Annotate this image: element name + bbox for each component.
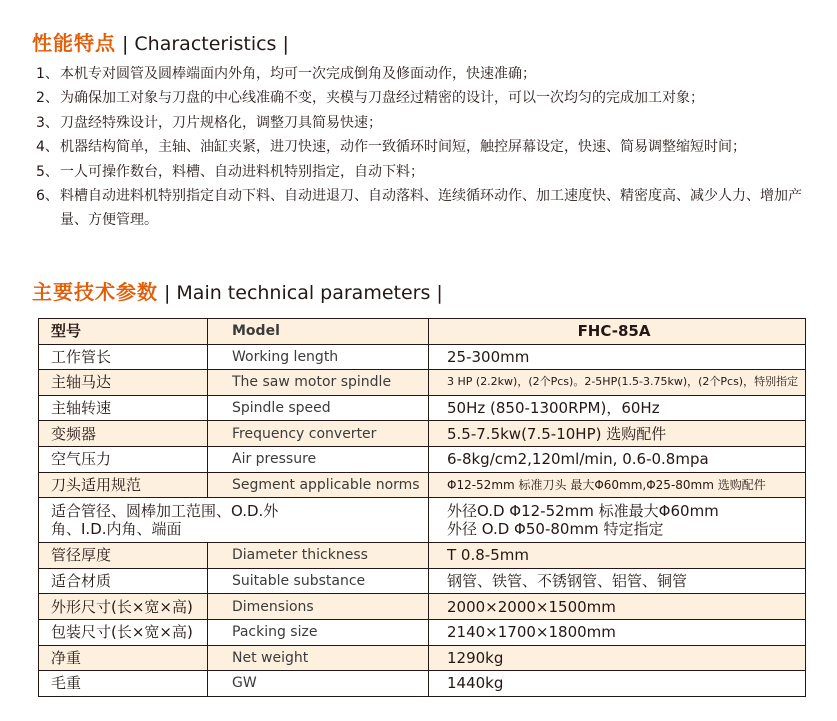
row-label-cn: 工作管长 [39, 344, 208, 370]
row-label-en: Segment applicable norms [208, 472, 429, 498]
table-row [39, 370, 806, 396]
row-value [429, 498, 806, 543]
row-label-cn: 空气压力 [39, 446, 208, 472]
row-value: 2000×2000×1500mm [429, 594, 806, 620]
row-label-cn: 主轴马达 [39, 370, 208, 396]
characteristics-title-cn: 性能特点 [32, 31, 116, 55]
title-separator: | [436, 282, 443, 304]
list-item-number: 6、 [36, 188, 59, 205]
row-value: 2140×1700×1800mm [429, 619, 806, 645]
header-cell-en: Model [208, 319, 429, 345]
characteristics-heading [32, 27, 295, 56]
table-row [39, 543, 806, 569]
list-item [36, 160, 816, 184]
row-value-line: 外径 O.D Φ50-80mm 特定指定 [447, 520, 664, 539]
title-separator: | [122, 33, 129, 55]
row-value: 5.5-7.5kw(7.5-10HP) 选购配件 [429, 421, 806, 447]
list-item-number: 3、 [36, 114, 59, 131]
list-item-number: 1、 [36, 66, 59, 82]
list-item-text: 刀盘经特殊设计，刀片规格化，调整刀具简易快速； [60, 114, 382, 131]
table-row [39, 594, 806, 620]
row-label-en: Frequency converter [208, 421, 429, 447]
row-label-en: Net weight [208, 645, 429, 671]
table-row [39, 498, 806, 543]
row-label-en: The saw motor spindle [208, 370, 429, 396]
table-row [39, 421, 806, 447]
title-separator: | [282, 33, 289, 55]
row-label-en: Spindle speed [208, 395, 429, 421]
row-value-line: 外径O.D Φ12-52mm 标准最大Φ60mm [447, 502, 719, 521]
list-item-text: 为确保加工对象与刀盘的中心线准确不变，夹模与刀盘经过精密的设计，可以一次均匀的完成加工对象； [60, 90, 704, 107]
row-label-cn: 毛重 [39, 671, 208, 697]
list-item-number: 2、 [36, 90, 59, 107]
table-row [39, 446, 806, 472]
characteristics-title-en: Characteristics [134, 33, 277, 55]
list-item-number: 4、 [36, 139, 59, 156]
list-item [36, 62, 816, 86]
list-item-number: 5、 [36, 163, 59, 180]
table-row [39, 645, 806, 671]
parameters-table [38, 318, 806, 697]
row-value: 1440kg [429, 671, 806, 697]
parameters-title-en: Main technical parameters [176, 282, 431, 304]
row-label-cn: 外形尺寸(长×宽×高) [39, 594, 208, 620]
row-label-cn: 适合材质 [39, 568, 208, 594]
list-item [36, 86, 816, 110]
row-value: 6-8kg/cm2,120ml/min, 0.6-0.8mpa [429, 446, 806, 472]
table-row [39, 344, 806, 370]
table-row [39, 472, 806, 498]
row-label-cn: 变频器 [39, 421, 208, 447]
table-row [39, 395, 806, 421]
feature-list [36, 62, 816, 233]
row-label-cn: 刀头适用规范 [39, 472, 208, 498]
row-label-cn: 主轴转速 [39, 395, 208, 421]
table-row [39, 671, 806, 697]
list-item-text: 一人可操作数台，料槽、自动进料机特别指定，自动下料； [60, 163, 424, 180]
row-label-en: Air pressure [208, 446, 429, 472]
row-value: 1290kg [429, 645, 806, 671]
row-value: 钢管、铁管、不锈钢管、铝管、铜管 [429, 568, 806, 594]
row-label-cn: 包装尺寸(长×宽×高) [39, 619, 208, 645]
row-label-cn: 适合管径、圆棒加工范围、O.D.外角、I.D.内角、端面 [39, 498, 429, 543]
table-row [39, 568, 806, 594]
row-label-cn: 管径厚度 [39, 543, 208, 569]
row-label-en: GW [208, 671, 429, 697]
row-value: 3 HP (2.2kw)，(2个Pcs)。2-5HP(1.5-3.75kw)，(2个Pcs)，特别指定 [429, 370, 806, 396]
list-item [36, 135, 816, 159]
row-label-en: Diameter thickness [208, 543, 429, 569]
row-value: Φ12-52mm 标准刀头 最大Φ60mm,Φ25-80mm 选购配件 [429, 472, 806, 498]
list-item-text: 机器结构简单，主轴、油缸夹紧，进刀快速，动作一致循环时间短，触控屏幕设定，快速、简易调整缩短时间； [60, 139, 746, 156]
table-header-row [39, 319, 806, 345]
list-item [36, 184, 816, 233]
list-item-text: 料槽自动进料机特别指定自动下料、自动进退刀、自动落料、连续循环动作、加工速度快、精密度高、减少人力、增加产量、方便管理。 [60, 188, 802, 229]
header-cell-value: FHC-85A [429, 319, 806, 345]
row-value: T 0.8-5mm [429, 543, 806, 569]
row-label-cn: 净重 [39, 645, 208, 671]
row-value: 25-300mm [429, 344, 806, 370]
row-value: 50Hz (850-1300RPM)，60Hz [429, 395, 806, 421]
parameters-heading [32, 276, 449, 305]
title-separator: | [164, 282, 171, 304]
list-item-text: 本机专对圆管及圆棒端面内外角，均可一次完成倒角及修面动作，快速准确； [60, 66, 536, 82]
row-label-en: Packing size [208, 619, 429, 645]
row-label-en: Dimensions [208, 594, 429, 620]
row-label-en: Working length [208, 344, 429, 370]
list-item [36, 111, 816, 135]
table-row [39, 619, 806, 645]
header-cell-cn: 型号 [39, 319, 208, 345]
row-label-en: Suitable substance [208, 568, 429, 594]
parameters-title-cn: 主要技术参数 [32, 280, 158, 304]
